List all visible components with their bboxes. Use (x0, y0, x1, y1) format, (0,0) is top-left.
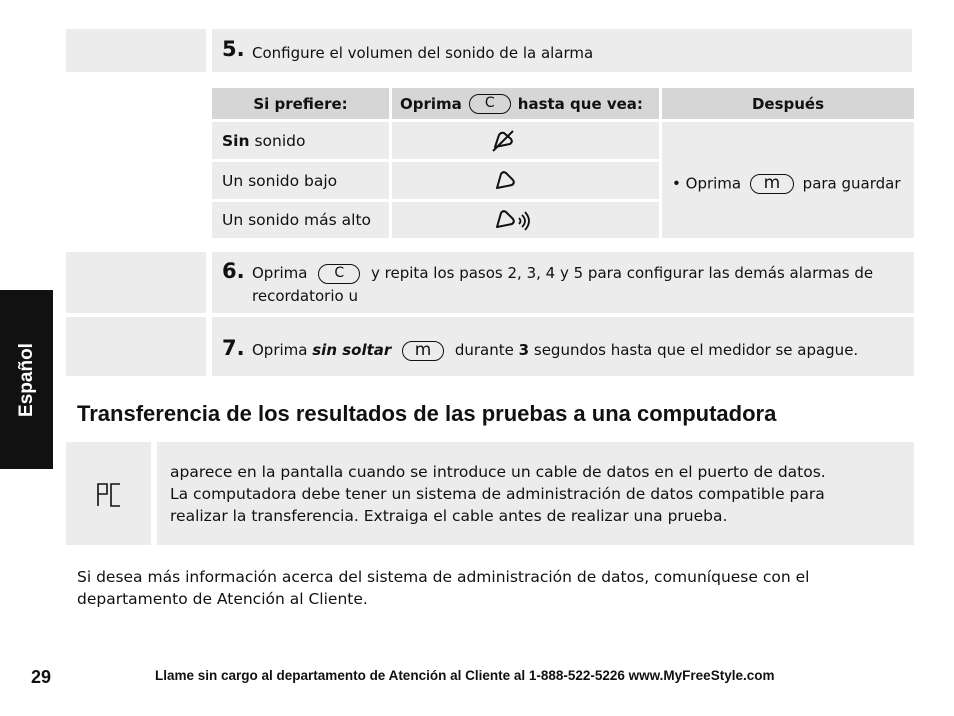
pc-display-icon (96, 482, 122, 508)
table-row-2-icon-cell (392, 162, 659, 199)
table-after-text: para guardar (802, 174, 901, 193)
table-row-3-label (222, 211, 371, 229)
table-after-before: Oprima (685, 174, 742, 193)
step6-text (252, 263, 912, 284)
info-line-1: Si desea más información acerca del sistema de administración de datos, comuníquese con el (77, 568, 810, 586)
table-header-until-label: hasta que vea: (517, 94, 643, 113)
step7-text (252, 340, 858, 361)
step6-text-line2: recordatorio u (252, 287, 358, 305)
table-after-instruction (672, 174, 901, 194)
step7-number: 7. (222, 336, 245, 360)
step6-after: y repita los pasos 2, 3, 4 y 5 para configurar las demás alarmas de (371, 264, 874, 282)
info-line-2: departamento de Atención al Cliente. (77, 590, 368, 608)
step5-number: 5. (222, 37, 245, 61)
bell-muted-icon (489, 129, 517, 153)
table-header-press-label: Oprima (400, 94, 462, 113)
step6-number: 6. (222, 259, 245, 283)
step6-before: Oprima (252, 264, 308, 282)
m-button-icon: m (402, 341, 444, 361)
table-row-2-label-rest: Un sonido bajo (222, 172, 338, 190)
page-number: 29 (31, 667, 52, 687)
step7-before: Oprima (252, 341, 308, 359)
step7-emphasis: sin soltar (312, 341, 392, 359)
table-row-1-label-rest: sonido (249, 132, 306, 150)
table-row-1-icon-cell (392, 122, 659, 159)
bell-loud-icon (491, 208, 537, 232)
table-row-2-label (222, 172, 337, 190)
step5-left-cell (66, 29, 206, 72)
c-button-icon: C (318, 264, 360, 284)
step7-mid: durante (454, 341, 514, 359)
table-header-press (392, 88, 659, 119)
table-row-1-label (222, 132, 305, 150)
step7-seconds: 3 (518, 341, 530, 359)
c-button-icon: C (469, 94, 511, 114)
table-row-3-label-rest: Un sonido más alto (222, 211, 371, 229)
pc-description-line-2: La computadora debe tener un sistema de administración de datos compatible para (170, 485, 825, 503)
footer-contact: Llame sin cargo al departamento de Atención al Cliente al 1-888-522-5226 www.MyFreeStyle.com (155, 668, 775, 683)
language-side-tab-label: Español (15, 342, 37, 417)
pc-description-line-1: aparece en la pantalla cuando se introduce un cable de datos en el puerto de datos. (170, 463, 826, 481)
table-header-after: Después (662, 88, 914, 119)
step7-after: segundos hasta que el medidor se apague. (533, 341, 859, 359)
step6-left-cell (66, 252, 206, 313)
info-paragraph (77, 566, 809, 610)
section-title: Transferencia de los resultados de las pruebas a una computadora (77, 401, 777, 426)
pc-description-line-3: realizar la transferencia. Extraiga el cable antes de realizar una prueba. (170, 507, 728, 525)
pc-description (170, 461, 826, 527)
language-side-tab (0, 290, 53, 469)
table-after-bullet: • (672, 174, 681, 193)
step5-text: Configure el volumen del sonido de la alarma (252, 44, 594, 62)
bell-icon (491, 169, 519, 193)
step7-left-cell (66, 317, 206, 376)
m-button-icon: m (750, 174, 794, 194)
table-row-1-label-bold: Sin (222, 132, 250, 150)
table-header-prefer: Si prefiere: (212, 88, 389, 119)
